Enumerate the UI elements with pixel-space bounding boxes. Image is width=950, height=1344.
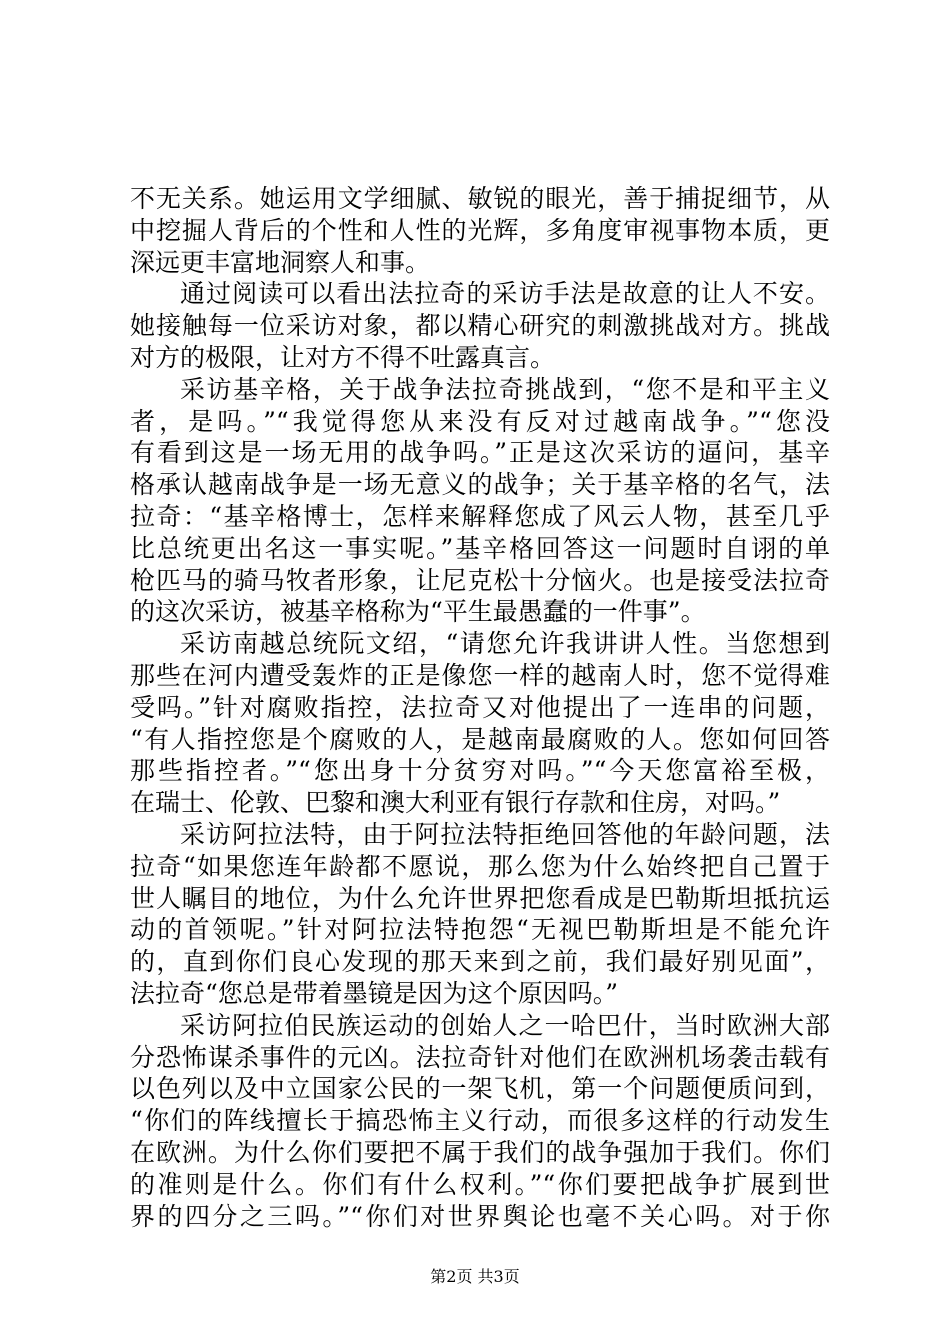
body-text [130,183,830,1232]
text-line: 她接触每一位采访对象，都以精心研究的刺激挑战对方。挑战 [130,311,830,341]
text-line: 受吗。”针对腐败指控，法拉奇又对他提出了一连串的问题， [130,692,830,722]
page-number-footer: 第2页 共3页 [430,1267,520,1286]
text-line: 在欧洲。为什么你们要把不属于我们的战争强加于我们。你们 [130,1137,830,1167]
text-line: 有看到这是一场无用的战争吗。”正是这次采访的逼问，基辛 [130,438,830,468]
text-line: 世人瞩目的地位，为什么允许世界把您看成是巴勒斯坦抵抗运 [130,883,830,913]
text-line: 采访阿拉法特，由于阿拉法特拒绝回答他的年龄问题，法 [180,819,830,849]
text-line: 通过阅读可以看出法拉奇的采访手法是故意的让人不安。 [180,279,830,309]
text-line: 比总统更出名这一事实呢。”基辛格回答这一问题时自诩的单 [130,533,830,563]
text-line: 的准则是什么。你们有什么权利。”“你们要把战争扩展到世 [130,1169,830,1199]
text-line: 中挖掘人背后的个性和人性的光辉，多角度审视事物本质，更 [130,215,830,245]
text-line: 采访南越总统阮文绍，“请您允许我讲讲人性。当您想到 [180,629,830,659]
text-line: 的，直到你们良心发现的那天来到之前，我们最好别见面”， [130,947,830,977]
text-line: 拉奇：“基辛格博士，怎样来解释您成了风云人物，甚至几乎 [130,501,830,531]
text-line: 采访阿拉伯民族运动的创始人之一哈巴什，当时欧洲大部 [180,1010,830,1040]
text-line: 界的四分之三吗。”“你们对世界舆论也毫不关心吗。对于你 [130,1201,830,1231]
text-line: 在瑞士、伦敦、巴黎和澳大利亚有银行存款和住房，对吗。” [130,788,781,818]
text-line: 对方的极限，让对方不得不吐露真言。 [130,342,556,372]
text-line: 的这次采访，被基辛格称为“平生最愚蠢的一件事”。 [130,597,706,627]
text-line: 法拉奇“您总是带着墨镜是因为这个原因吗。” [130,978,619,1008]
text-line: 分恐怖谋杀事件的元凶。法拉奇针对他们在欧洲机场袭击载有 [130,1042,830,1072]
text-line: 动的首领呢。”针对阿拉法特抱怨“无视巴勒斯坦是不能允许 [130,915,830,945]
text-line: 深远更丰富地洞察人和事。 [130,247,431,277]
text-line: 格承认越南战争是一场无意义的战争；关于基辛格的名气，法 [130,470,830,500]
text-line: “你们的阵线擅长于搞恐怖主义行动，而很多这样的行动发生 [130,1106,830,1136]
text-line: “有人指控您是个腐败的人，是越南最腐败的人。您如何回答 [130,724,830,754]
text-line: 不无关系。她运用文学细腻、敏锐的眼光，善于捕捉细节，从 [130,184,830,213]
text-line: 拉奇“如果您连年龄都不愿说，那么您为什么始终把自己置于 [130,851,830,881]
text-line: 者，是吗。”“我觉得您从来没有反对过越南战争。”“您没 [130,406,830,436]
text-line: 那些指控者。”“您出身十分贫穷对吗。”“今天您富裕至极， [130,756,830,786]
text-line: 以色列以及中立国家公民的一架飞机，第一个问题便质问到， [130,1074,830,1104]
text-line: 枪匹马的骑马牧者形象，让尼克松十分恼火。也是接受法拉奇 [130,565,830,595]
text-line: 采访基辛格，关于战争法拉奇挑战到，“您不是和平主义 [180,374,830,404]
text-line: 那些在河内遭受轰炸的正是像您一样的越南人时，您不觉得难 [130,660,830,690]
